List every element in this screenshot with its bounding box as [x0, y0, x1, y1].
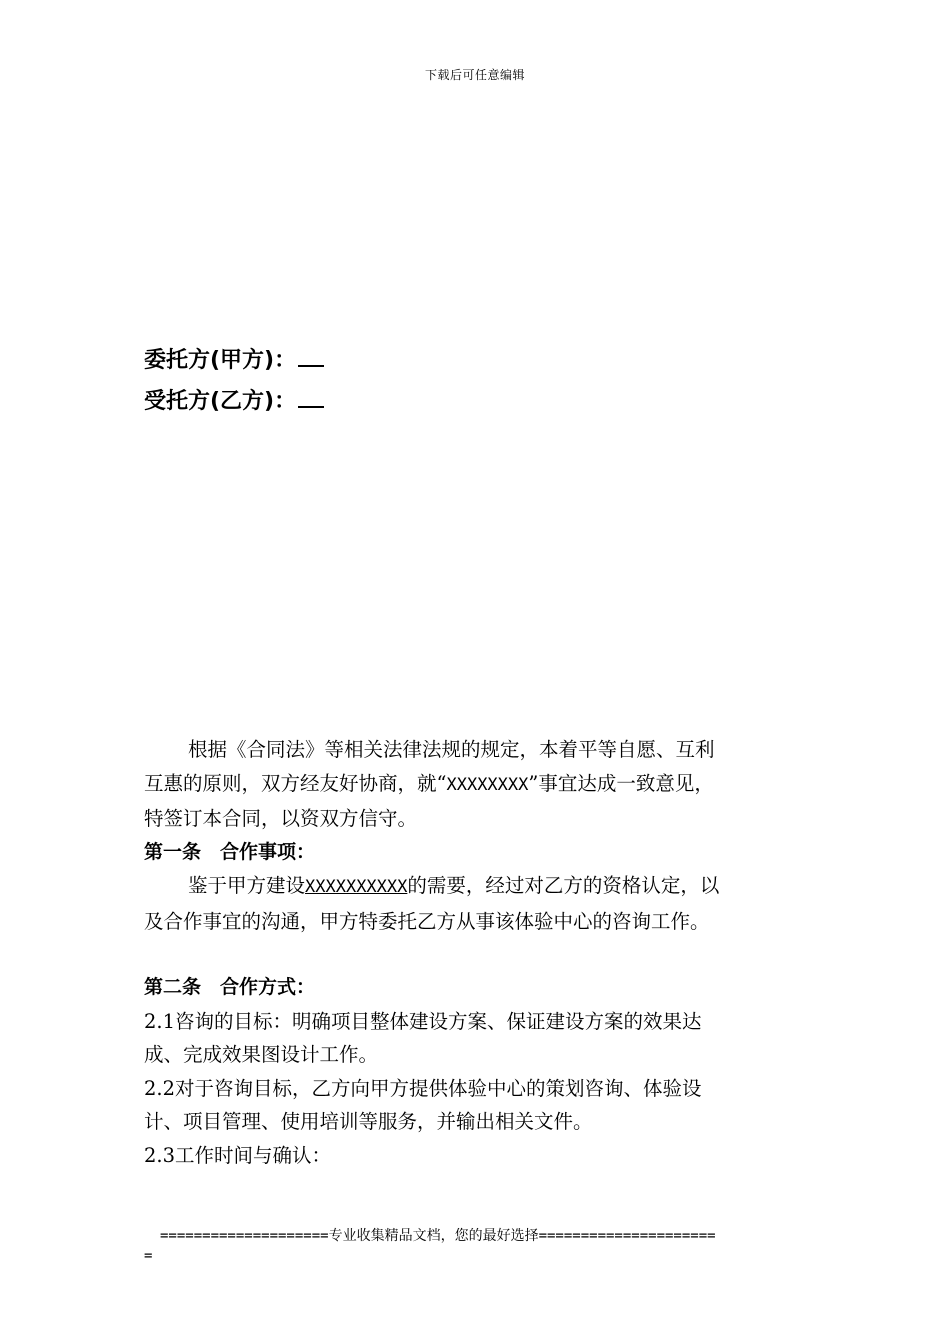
intro-line-1: 根据《合同法》等相关法律法规的规定，本着平等自愿、互利 — [188, 738, 715, 761]
article-2-item-2-line-2: 计、项目管理、使用培训等服务，并输出相关文件。 — [144, 1110, 593, 1133]
intro-project-code: XXXXXXXX — [446, 774, 529, 795]
intro-line-2-start: 互惠的原则，双方经友好协商，就“ — [144, 771, 447, 795]
page-footer-note — [144, 1226, 814, 1266]
footer-line-2: = — [144, 1248, 153, 1264]
article-2-item-1-line-2: 成、完成效果图设计工作。 — [144, 1043, 379, 1066]
paragraph-spacer — [144, 938, 814, 971]
client-party-label: 委托方(甲方)： — [144, 348, 297, 373]
article-2-heading: 第二条 合作方式： — [144, 976, 316, 998]
article-1-heading: 第一条 合作事项： — [144, 840, 316, 863]
article-1-line-2: 及合作事宜的沟通，甲方特委托乙方从事该体验中心的咨询工作。 — [144, 909, 710, 933]
footer-line-1: ====================专业收集精品文档，您的最好选择===================== — [160, 1228, 716, 1244]
article-2-item-1-line-1: 2.1咨询的目标：明确项目整体建设方案、保证建设方案的效果达 — [144, 1009, 702, 1033]
client-party-line — [144, 343, 324, 374]
article-1-line-1-end: 的需要，经过对乙方的资格认定，以 — [407, 874, 720, 897]
contractor-party-blank — [298, 388, 324, 408]
contract-body — [144, 733, 814, 1172]
client-party-blank — [298, 347, 324, 367]
intro-line-3: 特签订本合同，以资双方信守。 — [144, 807, 418, 830]
intro-line-2-end: ”事宜达成一致意见， — [528, 771, 714, 795]
article-1-project-code: XXXXXXXXXX — [305, 877, 408, 897]
page-header-note: 下载后可任意编辑 — [424, 68, 525, 82]
article-2-item-2-line-1: 2.2对于咨询目标，乙方向甲方提供体验中心的策划咨询、体验设 — [144, 1076, 702, 1100]
contractor-party-label: 受托方(乙方)： — [144, 389, 297, 414]
article-1-line-1-start: 鉴于甲方建设 — [188, 874, 306, 897]
article-2-item-3-line-1: 2.3工作时间与确认： — [144, 1143, 332, 1167]
contractor-party-line — [144, 384, 324, 415]
article-1-line-1 — [144, 869, 814, 905]
intro-line-2 — [144, 767, 814, 803]
